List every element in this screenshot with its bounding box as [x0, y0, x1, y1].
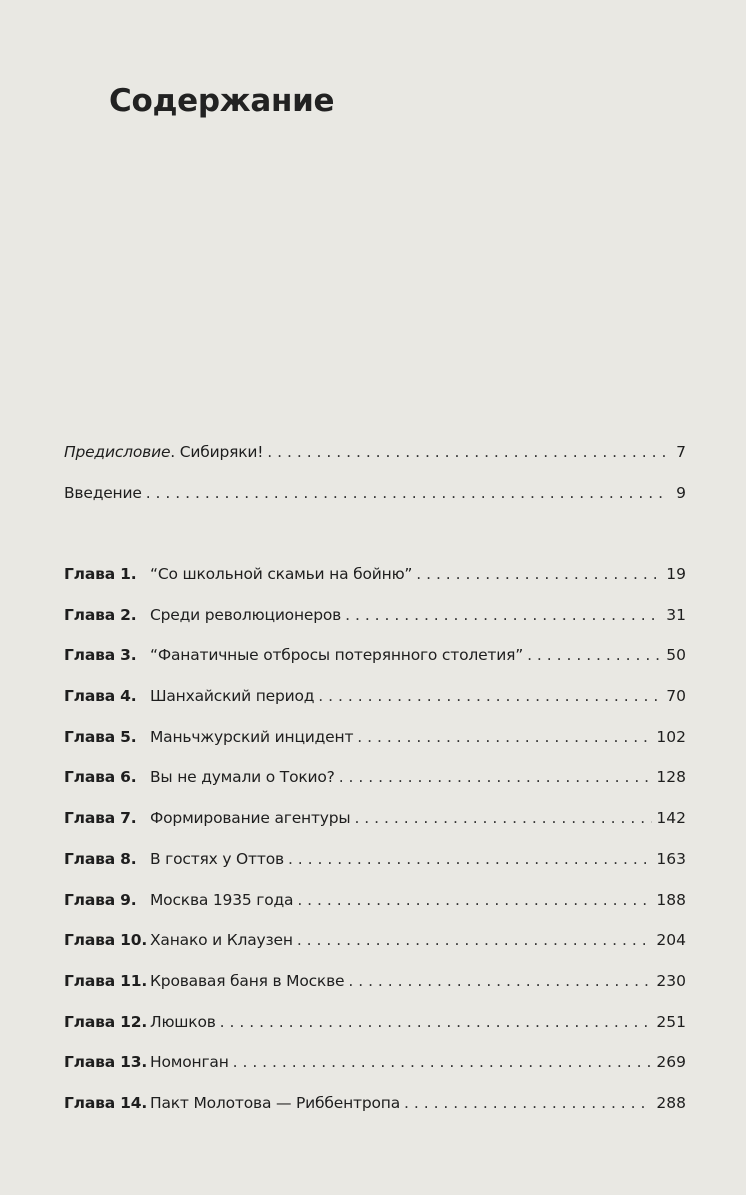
- toc-entry-introduction[interactable]: [64, 483, 686, 524]
- chapter-label: Глава 6.: [64, 768, 137, 787]
- chapter-title: “Фанатичные отбросы потерянного столетия”: [150, 646, 524, 665]
- toc-entry-chapter-11[interactable]: [64, 971, 686, 1012]
- chapter-title: Москва 1935 года: [150, 890, 294, 909]
- toc-entry-chapter-10[interactable]: [64, 930, 686, 971]
- chapter-title: Пакт Молотова — Риббентропа: [150, 1093, 401, 1112]
- page-title: Содержание: [109, 83, 335, 119]
- chapter-label: Глава 13.: [64, 1053, 148, 1072]
- chapter-label: Глава 10.: [64, 931, 148, 950]
- chapter-label: Глава 5.: [64, 727, 137, 746]
- dot-leader: [233, 1052, 653, 1072]
- chapter-label: Глава 8.: [64, 849, 137, 868]
- chapter-page: 251: [656, 1012, 686, 1031]
- chapter-label: Глава 11.: [64, 971, 148, 990]
- toc-entry-title-rest: . Сибиряки!: [170, 443, 264, 461]
- dot-leader: [288, 849, 652, 869]
- dot-leader: [297, 890, 652, 910]
- chapter-title: “Со школьной скамьи на бойню”: [150, 565, 413, 583]
- front-matter-list: [64, 442, 686, 524]
- chapter-page: 288: [656, 1093, 686, 1112]
- chapter-title: Маньчжурский инцидент: [150, 727, 354, 746]
- toc-entry-chapter-7[interactable]: [64, 808, 686, 849]
- chapter-page: 50: [666, 646, 686, 665]
- chapter-page: 188: [656, 890, 686, 909]
- chapter-page: 19: [666, 565, 686, 583]
- chapter-label: Глава 9.: [64, 890, 137, 909]
- dot-leader: [348, 971, 652, 991]
- chapter-label: Глава 12.: [64, 1012, 148, 1031]
- chapter-page: 128: [656, 768, 686, 787]
- toc-entry-italic-prefix: Предисловие: [64, 443, 171, 461]
- dot-leader: [416, 564, 662, 584]
- chapter-label: Глава 3.: [64, 646, 137, 665]
- chapter-page: 230: [656, 971, 686, 990]
- chapter-title: Люшков: [150, 1012, 216, 1031]
- dot-leader: [267, 442, 668, 462]
- toc-entry-chapter-5[interactable]: [64, 727, 686, 768]
- chapter-label: Глава 7.: [64, 809, 137, 828]
- chapter-title: Формирование агентуры: [150, 809, 351, 828]
- dot-leader: [345, 605, 662, 625]
- toc-entry-chapter-9[interactable]: [64, 890, 686, 931]
- toc-entry-title: Введение: [64, 484, 142, 502]
- dot-leader: [146, 483, 668, 503]
- toc-entry-page: 9: [676, 484, 686, 502]
- chapter-title: Ханако и Клаузен: [150, 931, 293, 950]
- chapter-title: Шанхайский период: [150, 687, 315, 706]
- chapter-title: Кровавая баня в Москве: [150, 971, 345, 990]
- dot-leader: [318, 686, 662, 706]
- chapter-page: 70: [666, 687, 686, 706]
- chapter-page: 269: [656, 1053, 686, 1072]
- toc-entry-chapter-6[interactable]: [64, 767, 686, 808]
- chapter-title: Вы не думали о Токио?: [150, 768, 335, 787]
- chapter-title: Среди революционеров: [150, 605, 342, 624]
- chapter-title: Номонган: [150, 1053, 229, 1072]
- toc-entry-chapter-8[interactable]: [64, 849, 686, 890]
- toc-entry-chapter-14[interactable]: [64, 1093, 686, 1134]
- dot-leader: [339, 767, 653, 787]
- toc-entry-chapter-12[interactable]: [64, 1012, 686, 1053]
- chapter-title: В гостях у Оттов: [150, 849, 284, 868]
- chapter-page: 204: [656, 931, 686, 950]
- chapter-page: 163: [656, 849, 686, 868]
- toc-entry-chapter-3[interactable]: [64, 645, 686, 686]
- toc-entry-title: [64, 442, 263, 462]
- chapter-page: 31: [666, 605, 686, 624]
- chapter-label: Глава 1.: [64, 565, 137, 583]
- toc-entry-chapter-2[interactable]: [64, 605, 686, 646]
- toc-entry-chapter-1[interactable]: [64, 564, 686, 605]
- chapter-list: [64, 564, 686, 1134]
- dot-leader: [404, 1093, 652, 1113]
- dot-leader: [297, 930, 653, 950]
- chapter-page: 102: [656, 727, 686, 746]
- chapter-label: Глава 4.: [64, 687, 137, 706]
- chapter-label: Глава 2.: [64, 605, 137, 624]
- toc-entry-chapter-13[interactable]: [64, 1052, 686, 1093]
- toc-entry-chapter-4[interactable]: [64, 686, 686, 727]
- toc-entry-preface[interactable]: [64, 442, 686, 483]
- chapter-page: 142: [656, 809, 686, 828]
- dot-leader: [527, 645, 662, 665]
- chapter-label: Глава 14.: [64, 1093, 148, 1112]
- dot-leader: [357, 727, 652, 747]
- dot-leader: [220, 1012, 653, 1032]
- dot-leader: [354, 808, 652, 828]
- toc-entry-page: 7: [676, 443, 686, 461]
